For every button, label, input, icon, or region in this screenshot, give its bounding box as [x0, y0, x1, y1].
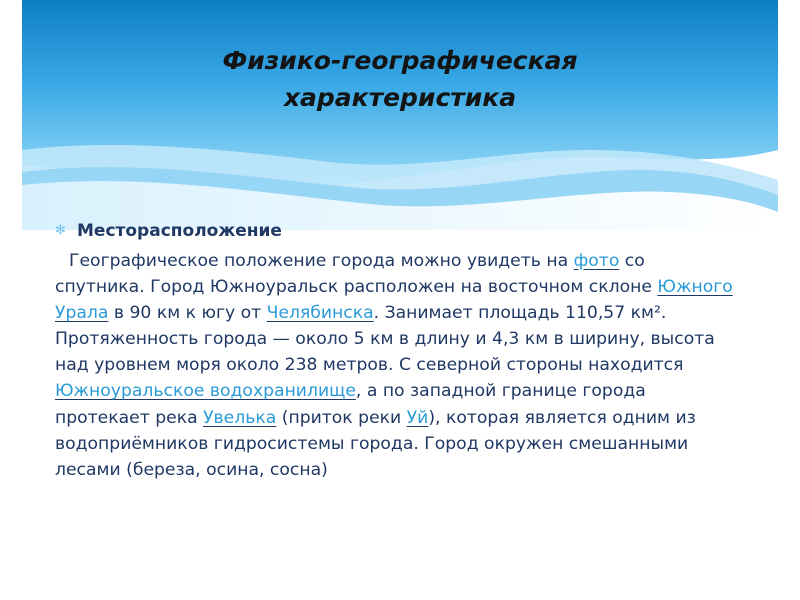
text-segment: . Занимает площадь 110,57 км². Протяженность города — около 5 км в длину и 4,3 км в ширину, высота над уровнем моря около 238 метров. С северной стороны находится	[55, 303, 715, 376]
text-segment: со спутника. Город Южноуральск расположен на восточном склоне	[55, 251, 658, 298]
bullet-heading: Месторасположение	[77, 221, 282, 241]
text-segment: , а по западной границе города протекает река	[55, 381, 646, 428]
link-yuzhnouralsk-reservoir[interactable]: Южноуральское водохранилище	[55, 381, 356, 402]
link-chelyabinsk[interactable]: Челябинска	[266, 303, 374, 324]
bullet-item	[55, 218, 735, 244]
link-uy-river[interactable]: Уй	[406, 407, 429, 428]
text-segment: Географическое положение города можно увидеть на	[69, 251, 574, 271]
slide-title-line-1: Физико-географическая	[222, 46, 578, 75]
content-area	[55, 218, 735, 483]
snowflake-bullet-icon: ✻	[55, 223, 66, 238]
text-segment: (приток реки	[276, 407, 407, 428]
description-paragraph	[55, 248, 735, 483]
link-southern-urals[interactable]: Южного Урала	[55, 277, 733, 324]
link-photo[interactable]: фото	[573, 251, 620, 271]
slide-title	[100, 42, 700, 116]
link-uvelka-river[interactable]: Увелька	[203, 407, 277, 428]
text-segment: ), которая является одним из водоприёмников гидросистемы города. Город окружен смешанными лесами (береза, осина, сосна)	[55, 407, 696, 480]
slide-title-line-2: характеристика	[283, 83, 517, 112]
text-segment: в 90 км к югу от	[108, 303, 267, 324]
